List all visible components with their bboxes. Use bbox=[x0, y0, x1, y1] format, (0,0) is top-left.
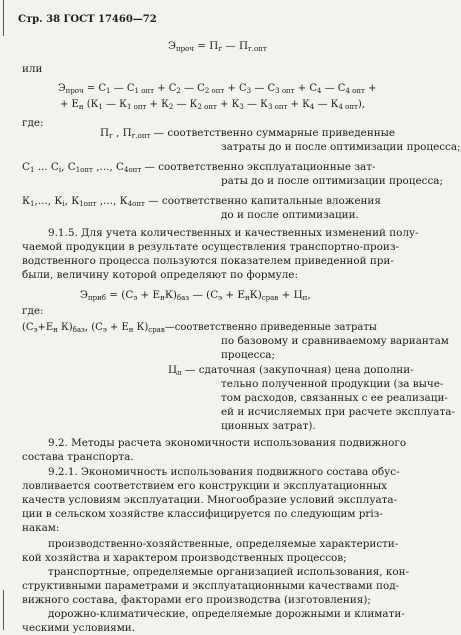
item-trans-3: вижного состава, факторами его производства (изготовления); bbox=[22, 594, 371, 606]
para-92-2: состава транспорта. bbox=[22, 451, 134, 463]
text-ili: или bbox=[22, 63, 43, 75]
def-cp-2: тельно полученной продукции (за выче- bbox=[221, 378, 444, 390]
text-gde-2: где: bbox=[22, 305, 44, 317]
formula-e-prib: $Э_{приб} = (С_э + Е_нК)_{баз}$ — $(С_э + Е_нК)_{срав} + Ц_п$, bbox=[80, 289, 311, 302]
def-cek-3: процесса; bbox=[221, 349, 275, 361]
formula-e-proch-short: $Э_{проч} = П_г$ — $П_{г.опт}$ bbox=[168, 40, 267, 53]
page-header: Стр. 38 ГОСТ 17460—72 bbox=[18, 14, 157, 25]
item-prod-1: производственно-хозяйственные, определяемые характеристи- bbox=[48, 538, 399, 550]
formula-e-proch-full-2: + $Е_н$ ($К_1$ — $К_{1 опт} + К_2$ — $К_{2 опт} + К_3$ — $К_{3 опт} + К_4$ — $К_{4 опт}$), bbox=[60, 99, 365, 111]
def-cp-1: $Ц_п$ — сдаточная (закупочная) цена дополни- bbox=[168, 364, 414, 377]
para-921-1: 9.2.1. Экономичность использования подвижного состава обус- bbox=[48, 466, 400, 478]
para-915-1: 9.1.5. Для учета количественных и качественных изменений полу- bbox=[48, 227, 419, 239]
def-cp-3: том расходов, связанных с ее реализаци- bbox=[221, 392, 448, 404]
def-k-1: $К_1$,..., $К_i$, $К_{1опт}$ ,..., $К_{4опт}$ — соответственно капитальные вложения bbox=[22, 195, 381, 208]
formula-e-proch-full-1: $Э_{проч} = С_1$ — $С_{1 опт} + С_2$ — $С_{2 опт} + С_3$ — $С_{3 опт} + С_4$ — $С_{4 опт}$ + bbox=[58, 83, 377, 95]
item-trans-2: структивными параметрами и эксплуатационными качествами под- bbox=[22, 580, 400, 592]
item-road-1: дорожно-климатические, определяемые дорожными и климати- bbox=[48, 608, 405, 620]
para-921-3: качеств условиям эксплуатации. Многообразие условий эксплуата- bbox=[22, 494, 398, 506]
item-prod-2: кой хозяйства и характером производственных процессов; bbox=[22, 552, 347, 564]
para-921-5: накам: bbox=[22, 522, 60, 534]
def-cek-1: ($С_э+Е_н$ $К)_{баз}$, ($С_э + Е_н$ $К)_{срав}—соответственно$ приведенные затраты bbox=[22, 322, 377, 334]
def-cek-2: по базовому и сравниваемому вариантам bbox=[221, 335, 449, 347]
def-c-2: раты до и после оптимизации процесса; bbox=[221, 175, 443, 187]
para-92-1: 9.2. Методы расчета экономичности использования подвижного bbox=[48, 437, 407, 449]
def-c-1: $С_1$ ... $С_i$, $С_{1опт}$ ,..., $С_{4опт}$ — соответственно эксплуатационные зат- bbox=[22, 161, 376, 174]
para-921-2: ловливается соответствием его конструкции и эксплуатационных bbox=[22, 480, 388, 492]
text-gde-1: где: bbox=[22, 117, 44, 129]
para-915-2: чаемой продукции в результате осуществления транспортно-произ- bbox=[22, 241, 400, 253]
item-trans-1: транспортные, определяемые организацией использования, кон- bbox=[48, 566, 410, 578]
def-k-2: до и после оптимизации. bbox=[221, 209, 359, 221]
def-cp-5: ционных затрат). bbox=[221, 420, 316, 432]
para-915-3: водственного процесса пользуются показателем приведенной при- bbox=[22, 255, 394, 267]
def-pg-1: $П_г$ , $П_{г.опт}$ — соответственно суммарные приведенные bbox=[100, 127, 396, 140]
para-915-4: были, величину которой определяют по формуле: bbox=[22, 269, 298, 281]
margin-mark-bottom bbox=[3, 590, 4, 630]
margin-mark-top bbox=[3, 0, 4, 36]
def-pg-2: затраты до и после оптимизации процесса; bbox=[221, 141, 461, 153]
para-921-4: ции в сельском хозяйстве классифицируется по следующим priз- bbox=[22, 508, 383, 520]
def-cp-4: ей и исчисляемых при расчете эксплуата- bbox=[221, 406, 455, 418]
item-road-2: ческими условиями. bbox=[22, 622, 135, 634]
